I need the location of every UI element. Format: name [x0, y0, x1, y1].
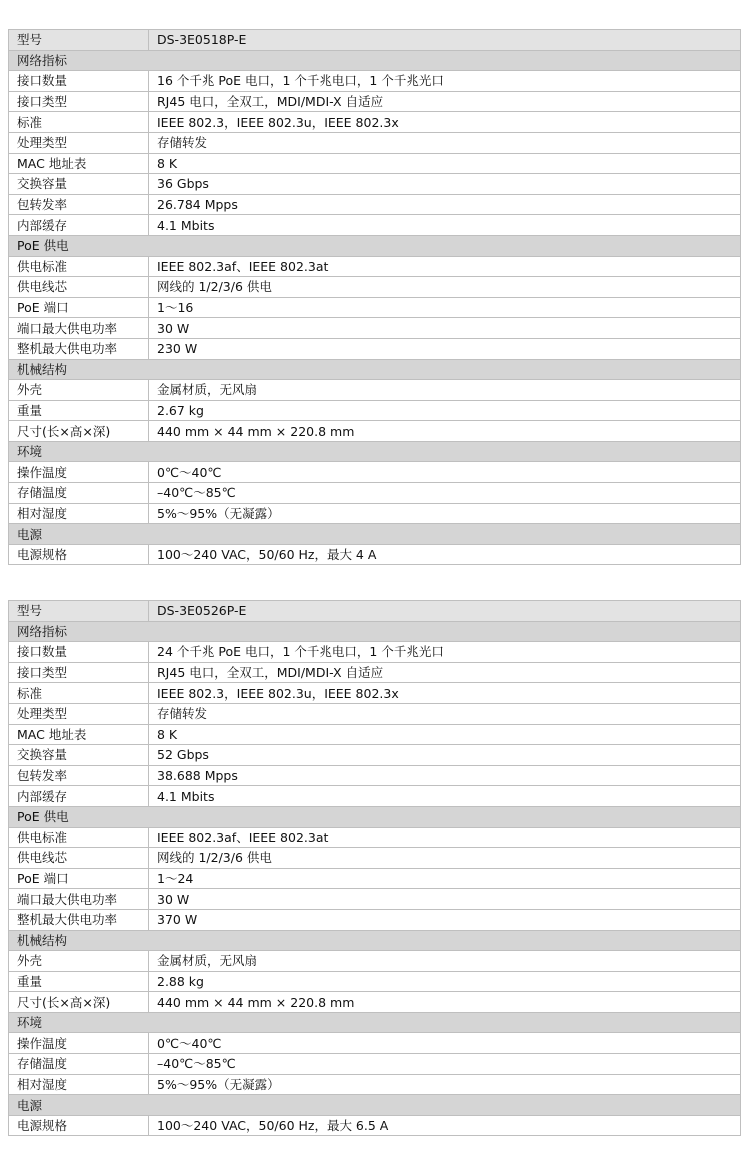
section-title: 网络指标	[9, 621, 741, 642]
spec-label: 供电标准	[9, 827, 149, 848]
spec-label: 供电线芯	[9, 277, 149, 298]
spec-table-model-1	[8, 29, 741, 565]
spec-label: 操作温度	[9, 1033, 149, 1054]
spec-value: 16 个千兆 PoE 电口，1 个千兆电口，1 个千兆光口	[149, 71, 741, 92]
section-network	[9, 621, 741, 642]
spec-row	[9, 215, 741, 236]
spec-label: 包转发率	[9, 194, 149, 215]
section-title: PoE 供电	[9, 806, 741, 827]
spec-value: 4.1 Mbits	[149, 215, 741, 236]
section-mechanical	[9, 930, 741, 951]
spec-row	[9, 1054, 741, 1075]
spec-value: IEEE 802.3，IEEE 802.3u，IEEE 802.3x	[149, 112, 741, 133]
spec-value: IEEE 802.3，IEEE 802.3u，IEEE 802.3x	[149, 683, 741, 704]
spec-label: 相对湿度	[9, 1074, 149, 1095]
spec-label: 整机最大供电功率	[9, 909, 149, 930]
spec-label: 存储温度	[9, 483, 149, 504]
spec-label: 交换容量	[9, 174, 149, 195]
model-label: 型号	[9, 30, 149, 51]
spec-row	[9, 971, 741, 992]
spec-label: 端口最大供电功率	[9, 318, 149, 339]
spec-row	[9, 951, 741, 972]
section-power	[9, 524, 741, 545]
spec-value: 2.88 kg	[149, 971, 741, 992]
spec-row	[9, 786, 741, 807]
spec-value: 存储转发	[149, 703, 741, 724]
spec-value: RJ45 电口，全双工，MDI/MDI-X 自适应	[149, 662, 741, 683]
spec-row	[9, 421, 741, 442]
spec-row	[9, 400, 741, 421]
spec-label: 整机最大供电功率	[9, 338, 149, 359]
spec-label: 重量	[9, 400, 149, 421]
spec-value: 1～24	[149, 868, 741, 889]
spec-row	[9, 1033, 741, 1054]
spec-row	[9, 132, 741, 153]
model-row	[9, 30, 741, 51]
spec-row	[9, 724, 741, 745]
section-title: 电源	[9, 1095, 741, 1116]
spec-row	[9, 297, 741, 318]
spec-value: 52 Gbps	[149, 745, 741, 766]
spec-label: 处理类型	[9, 132, 149, 153]
model-row	[9, 601, 741, 622]
section-power	[9, 1095, 741, 1116]
spec-row	[9, 71, 741, 92]
spec-row	[9, 745, 741, 766]
spec-value: –40℃～85℃	[149, 483, 741, 504]
spec-label: 电源规格	[9, 544, 149, 565]
spec-row	[9, 1115, 741, 1136]
section-environment	[9, 441, 741, 462]
spec-table-model-2	[8, 600, 741, 1136]
model-value: DS-3E0518P-E	[149, 30, 741, 51]
spec-row	[9, 462, 741, 483]
section-poe	[9, 235, 741, 256]
section-environment	[9, 1012, 741, 1033]
spec-value: 网线的 1/2/3/6 供电	[149, 848, 741, 869]
spec-value: 0℃～40℃	[149, 462, 741, 483]
spec-label: 内部缓存	[9, 215, 149, 236]
spec-value: RJ45 电口，全双工，MDI/MDI-X 自适应	[149, 91, 741, 112]
spec-row	[9, 848, 741, 869]
spec-row	[9, 544, 741, 565]
spec-value: 24 个千兆 PoE 电口，1 个千兆电口，1 个千兆光口	[149, 642, 741, 663]
section-title: 机械结构	[9, 930, 741, 951]
spec-value: 4.1 Mbits	[149, 786, 741, 807]
spec-label: 外壳	[9, 951, 149, 972]
section-mechanical	[9, 359, 741, 380]
spec-label: 相对湿度	[9, 503, 149, 524]
section-title: 环境	[9, 1012, 741, 1033]
spec-label: 内部缓存	[9, 786, 149, 807]
spec-value: 8 K	[149, 153, 741, 174]
model-label: 型号	[9, 601, 149, 622]
model-value: DS-3E0526P-E	[149, 601, 741, 622]
spec-value: IEEE 802.3af、IEEE 802.3at	[149, 256, 741, 277]
spec-value: 370 W	[149, 909, 741, 930]
spec-label: 外壳	[9, 380, 149, 401]
section-network	[9, 50, 741, 71]
spec-row	[9, 112, 741, 133]
spec-value: 5%～95%（无凝露）	[149, 1074, 741, 1095]
spec-row	[9, 256, 741, 277]
spec-row	[9, 662, 741, 683]
spec-value: 36 Gbps	[149, 174, 741, 195]
spec-value: 金属材质，无风扇	[149, 380, 741, 401]
spec-label: 尺寸(长×高×深)	[9, 992, 149, 1013]
spec-row	[9, 503, 741, 524]
spec-row	[9, 318, 741, 339]
spec-label: 端口最大供电功率	[9, 889, 149, 910]
spec-row	[9, 642, 741, 663]
spec-row	[9, 380, 741, 401]
spec-value: IEEE 802.3af、IEEE 802.3at	[149, 827, 741, 848]
spec-value: 2.67 kg	[149, 400, 741, 421]
spec-label: 重量	[9, 971, 149, 992]
spec-value: 30 W	[149, 318, 741, 339]
spec-label: 操作温度	[9, 462, 149, 483]
spec-value: 30 W	[149, 889, 741, 910]
spec-row	[9, 277, 741, 298]
spec-value: 230 W	[149, 338, 741, 359]
spec-label: PoE 端口	[9, 868, 149, 889]
section-poe	[9, 806, 741, 827]
spec-label: 供电标准	[9, 256, 149, 277]
spec-label: 存储温度	[9, 1054, 149, 1075]
spec-value: 100～240 VAC，50/60 Hz，最大 6.5 A	[149, 1115, 741, 1136]
spec-label: 接口类型	[9, 662, 149, 683]
spec-label: 标准	[9, 112, 149, 133]
spec-label: PoE 端口	[9, 297, 149, 318]
spec-value: 100～240 VAC，50/60 Hz，最大 4 A	[149, 544, 741, 565]
spec-row	[9, 868, 741, 889]
spec-label: 尺寸(长×高×深)	[9, 421, 149, 442]
spec-row	[9, 174, 741, 195]
spec-value: 26.784 Mpps	[149, 194, 741, 215]
spec-row	[9, 338, 741, 359]
spec-value: 1～16	[149, 297, 741, 318]
spec-row	[9, 483, 741, 504]
spec-row	[9, 889, 741, 910]
spec-label: 标准	[9, 683, 149, 704]
section-title: 网络指标	[9, 50, 741, 71]
section-title: 环境	[9, 441, 741, 462]
spec-value: –40℃～85℃	[149, 1054, 741, 1075]
section-title: 电源	[9, 524, 741, 545]
spec-row	[9, 909, 741, 930]
spec-row	[9, 1074, 741, 1095]
spec-value: 38.688 Mpps	[149, 765, 741, 786]
spec-label: 处理类型	[9, 703, 149, 724]
spec-value: 存储转发	[149, 132, 741, 153]
spec-row	[9, 683, 741, 704]
spec-row	[9, 827, 741, 848]
spec-value: 0℃～40℃	[149, 1033, 741, 1054]
spec-value: 8 K	[149, 724, 741, 745]
spec-row	[9, 194, 741, 215]
spec-label: MAC 地址表	[9, 153, 149, 174]
section-title: 机械结构	[9, 359, 741, 380]
spec-value: 网线的 1/2/3/6 供电	[149, 277, 741, 298]
spec-label: 电源规格	[9, 1115, 149, 1136]
spec-label: 交换容量	[9, 745, 149, 766]
spec-label: 接口类型	[9, 91, 149, 112]
spec-label: 供电线芯	[9, 848, 149, 869]
spec-label: 接口数量	[9, 642, 149, 663]
spec-row	[9, 992, 741, 1013]
spec-label: MAC 地址表	[9, 724, 149, 745]
spec-value: 440 mm × 44 mm × 220.8 mm	[149, 421, 741, 442]
spec-label: 包转发率	[9, 765, 149, 786]
spec-label: 接口数量	[9, 71, 149, 92]
spec-row	[9, 153, 741, 174]
spec-value: 5%～95%（无凝露）	[149, 503, 741, 524]
section-title: PoE 供电	[9, 235, 741, 256]
spec-value: 440 mm × 44 mm × 220.8 mm	[149, 992, 741, 1013]
spec-row	[9, 703, 741, 724]
spec-value: 金属材质，无风扇	[149, 951, 741, 972]
spec-row	[9, 91, 741, 112]
spec-row	[9, 765, 741, 786]
